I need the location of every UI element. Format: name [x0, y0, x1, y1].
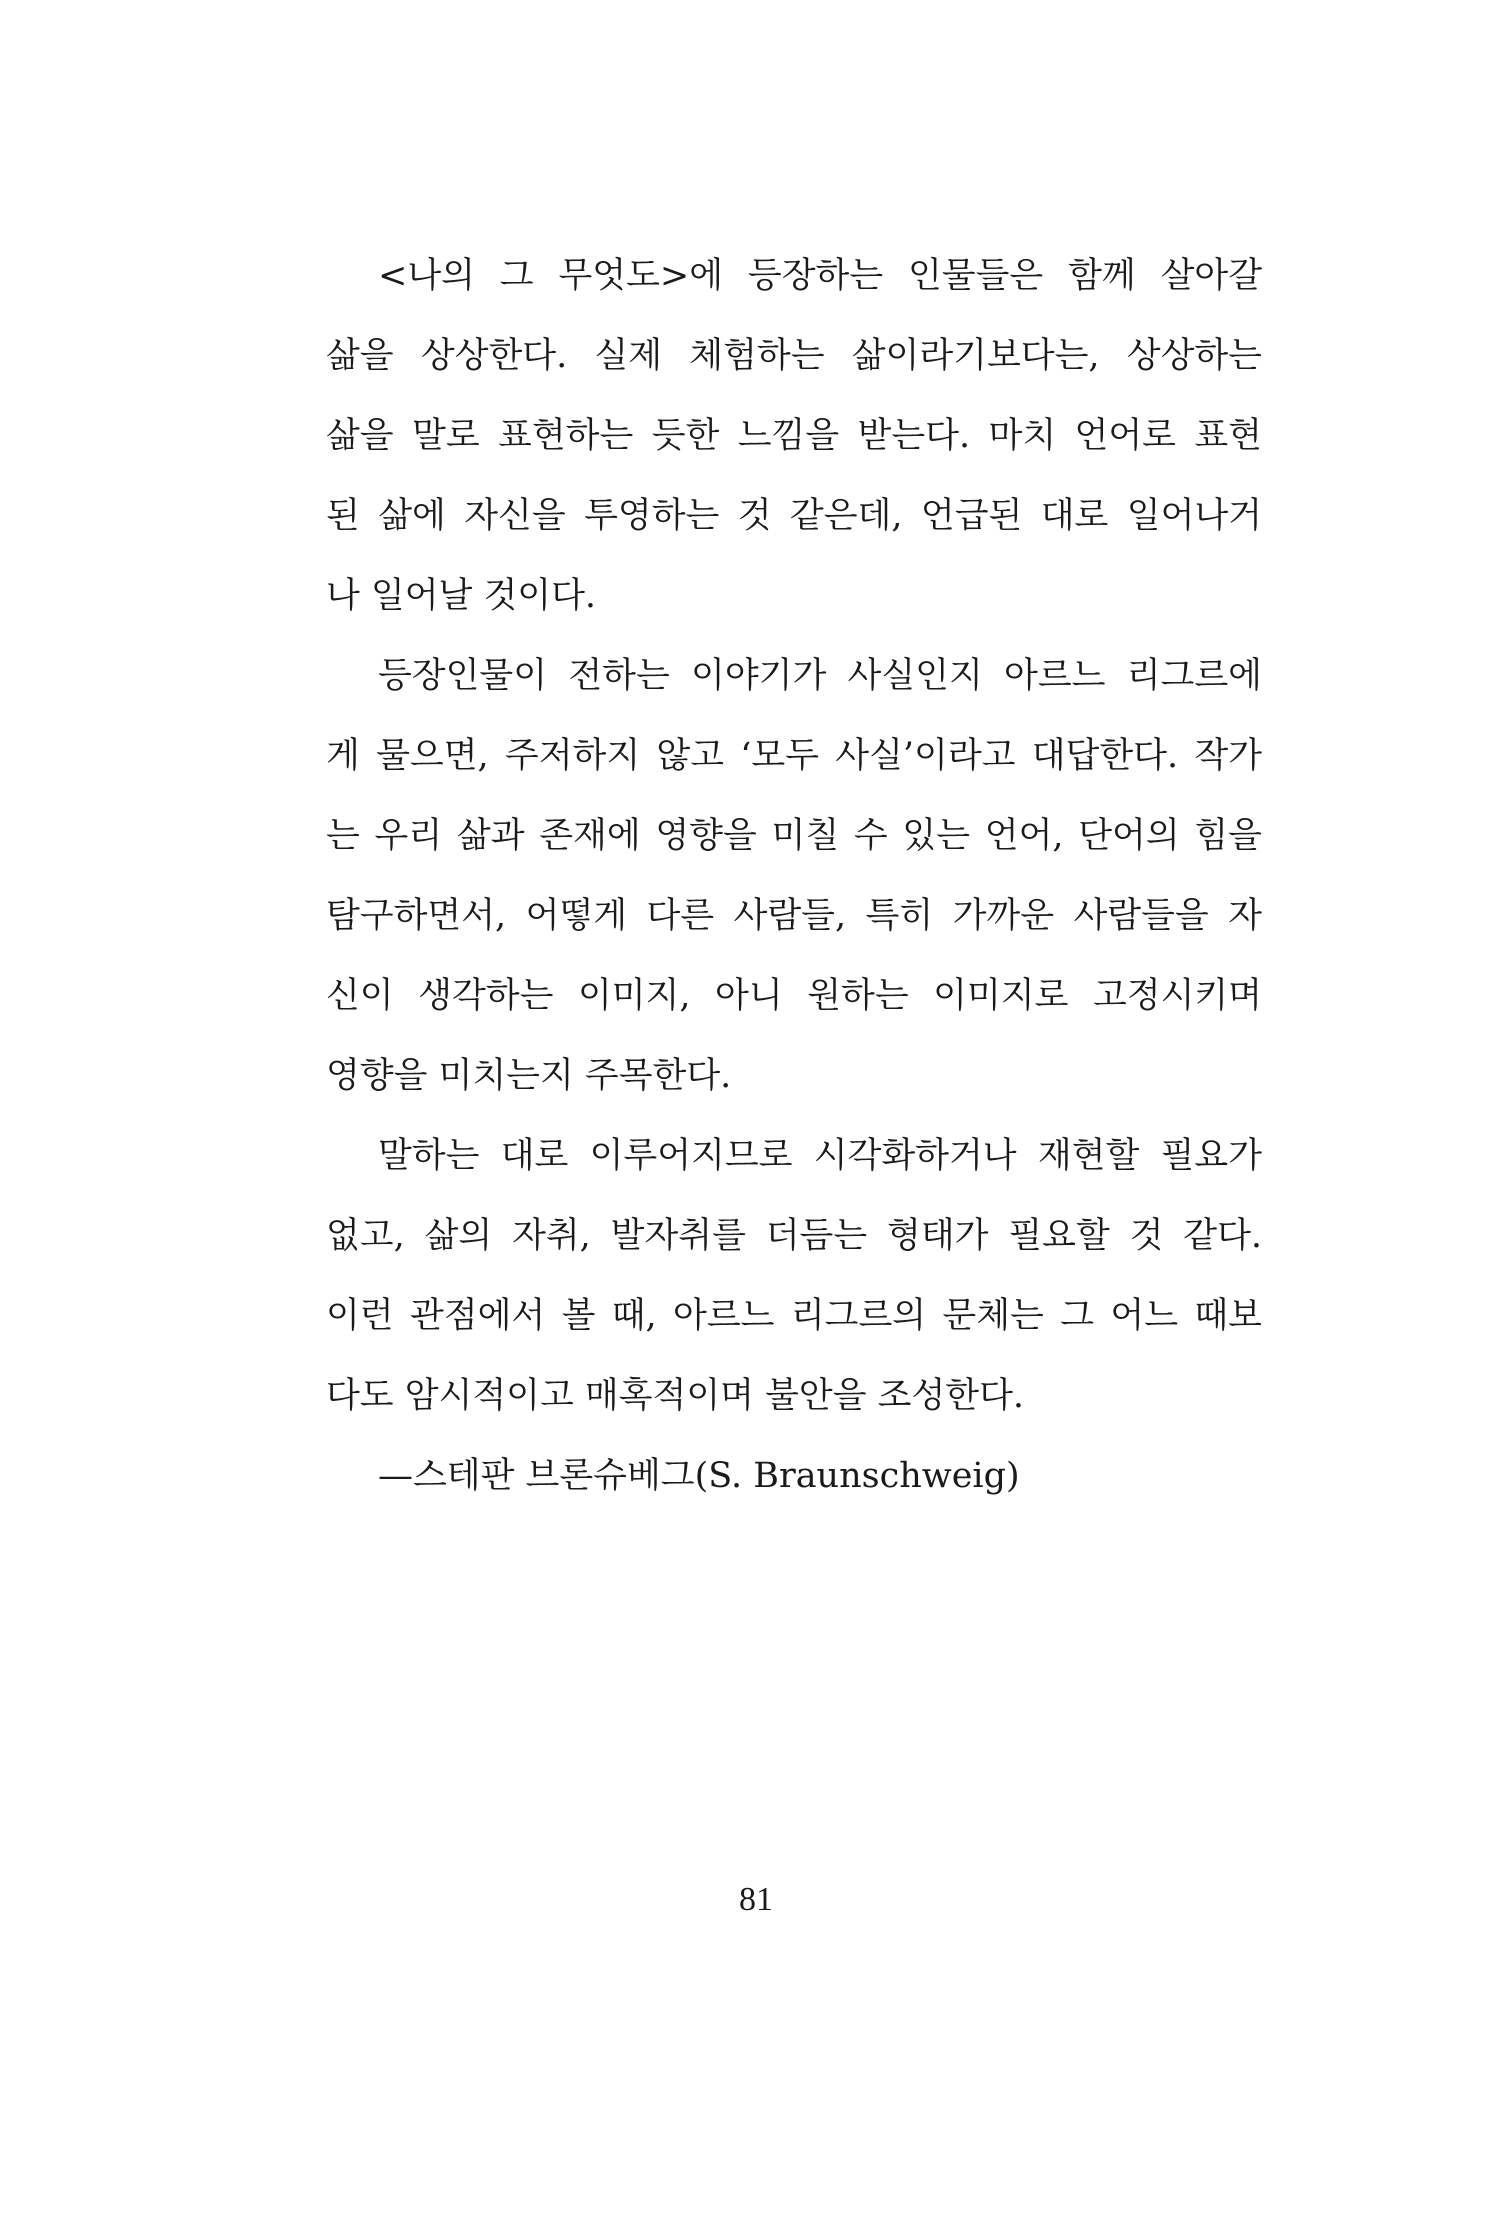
paragraph-3-line-3: 이런 관점에서 볼 때, 아르느 리그르의 문체는 그 어느 때보: [326, 1296, 1262, 1336]
page-number: 81: [739, 1881, 773, 1918]
paragraph-2-line-2: 게 물으면, 주저하지 않고 ‘모두 사실’이라고 대답한다. 작가: [326, 736, 1262, 776]
paragraph-1-line-4: 된 삶에 자신을 투영하는 것 같은데, 언급된 대로 일어나거: [326, 496, 1262, 536]
paragraph-1-line-5: 나 일어날 것이다.: [326, 576, 597, 616]
paragraph-3-line-2: 없고, 삶의 자취, 발자취를 더듬는 형태가 필요할 것 같다.: [326, 1216, 1262, 1256]
paragraph-2-line-5: 신이 생각하는 이미지, 아니 원하는 이미지로 고정시키며: [326, 976, 1262, 1016]
paragraph-1-line-1: <나의 그 무엇도>에 등장하는 인물들은 함께 살아갈: [378, 256, 1262, 296]
paragraph-2-line-4: 탐구하면서, 어떻게 다른 사람들, 특히 가까운 사람들을 자: [326, 896, 1262, 936]
paragraph-2-line-3: 는 우리 삶과 존재에 영향을 미칠 수 있는 언어, 단어의 힘을: [326, 816, 1262, 856]
paragraph-3-line-4: 다도 암시적이고 매혹적이며 불안을 조성한다.: [326, 1376, 1025, 1416]
attribution: —스테판 브론슈베그(S. Braunschweig): [378, 1456, 1020, 1496]
paragraph-2-line-6: 영향을 미치는지 주목한다.: [326, 1056, 732, 1096]
paragraph-1-line-2: 삶을 상상한다. 실제 체험하는 삶이라기보다는, 상상하는: [326, 336, 1262, 376]
paragraph-2-line-1: 등장인물이 전하는 이야기가 사실인지 아르느 리그르에: [378, 656, 1262, 696]
body-text: [326, 236, 1262, 1516]
paragraph-3-line-1: 말하는 대로 이루어지므로 시각화하거나 재현할 필요가: [378, 1136, 1262, 1176]
paragraph-1-line-3: 삶을 말로 표현하는 듯한 느낌을 받는다. 마치 언어로 표현: [326, 416, 1262, 456]
